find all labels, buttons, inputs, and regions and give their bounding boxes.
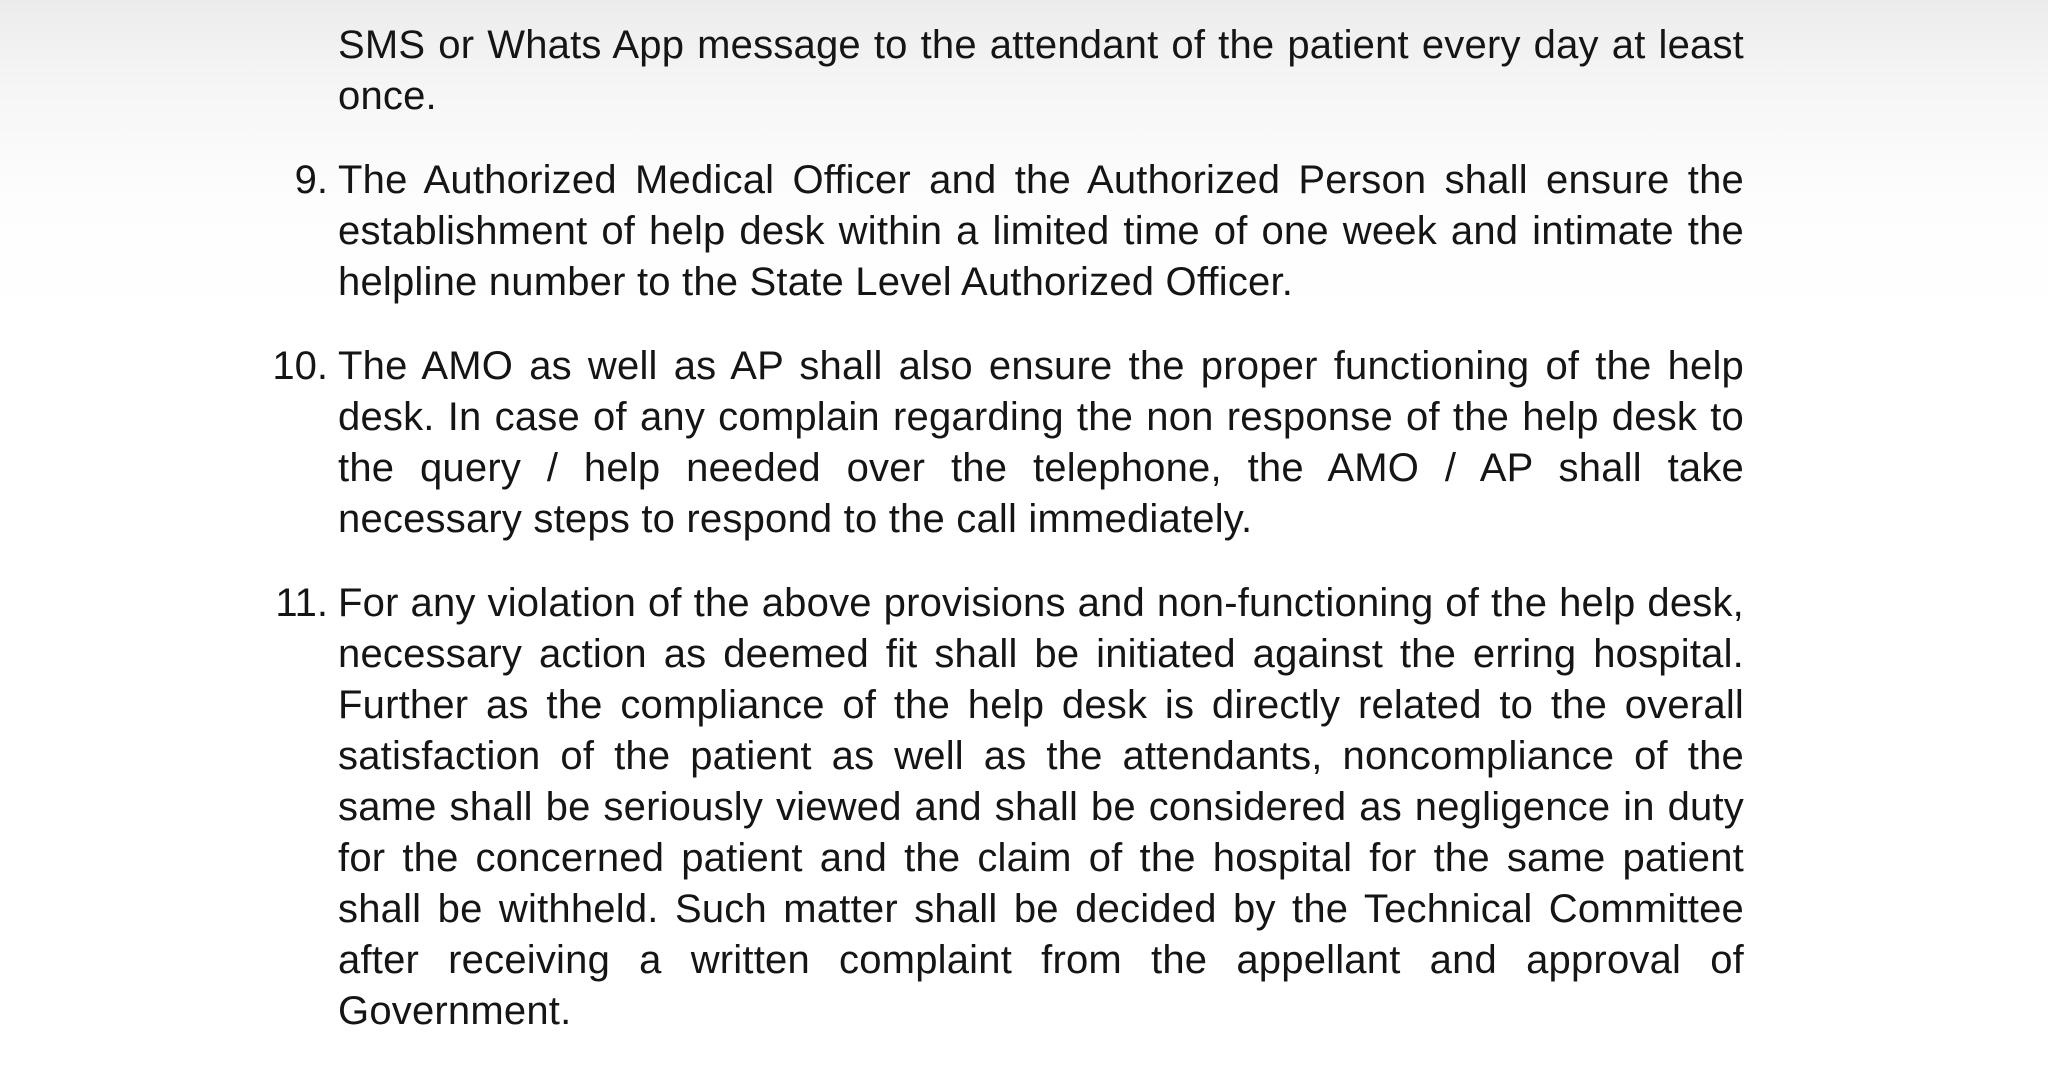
item-body	[338, 155, 1744, 308]
text-line: Government.	[338, 989, 572, 1033]
text-line: establishment of help desk within a limited time of one week and intimate the	[338, 209, 1744, 253]
item-number: 9.	[294, 158, 328, 202]
list-item-9	[294, 155, 1744, 308]
text-line: the query / help needed over the telephone, the AMO / AP shall take	[338, 446, 1744, 490]
text-line: For any violation of the above provisions and non-functioning of the help desk,	[338, 581, 1744, 625]
text-line: same shall be seriously viewed and shall be considered as negligence in duty	[338, 785, 1744, 829]
text-line: SMS or Whats App message to the attendant of the patient every day at least	[338, 23, 1744, 67]
list-item-10	[272, 341, 1744, 545]
text-line: satisfaction of the patient as well as the attendants, noncompliance of the	[338, 734, 1744, 778]
text-line: The Authorized Medical Officer and the Authorized Person shall ensure the	[338, 158, 1744, 202]
intro-paragraph	[338, 20, 1744, 122]
text-line: desk. In case of any complain regarding the non response of the help desk to	[338, 395, 1744, 439]
text-line: shall be withheld. Such matter shall be decided by the Technical Committee	[338, 887, 1744, 931]
text-line: helpline number to the State Level Authorized Officer.	[338, 260, 1294, 304]
text-line: for the concerned patient and the claim of the hospital for the same patient	[338, 836, 1744, 880]
text-line: once.	[338, 74, 437, 118]
text-line: after receiving a written complaint from the appellant and approval of	[338, 938, 1744, 982]
item-body	[338, 578, 1744, 1037]
item-number: 11.	[275, 581, 328, 625]
text-line: necessary steps to respond to the call immediately.	[338, 497, 1253, 541]
text-line: necessary action as deemed fit shall be initiated against the erring hospital.	[338, 632, 1744, 676]
list-item-11	[275, 578, 1744, 1037]
item-body	[338, 341, 1744, 545]
text-line: Further as the compliance of the help desk is directly related to the overall	[338, 683, 1744, 727]
text-line: The AMO as well as AP shall also ensure the proper functioning of the help	[338, 344, 1744, 388]
item-number: 10.	[272, 344, 328, 388]
document-text	[272, 20, 1744, 1037]
